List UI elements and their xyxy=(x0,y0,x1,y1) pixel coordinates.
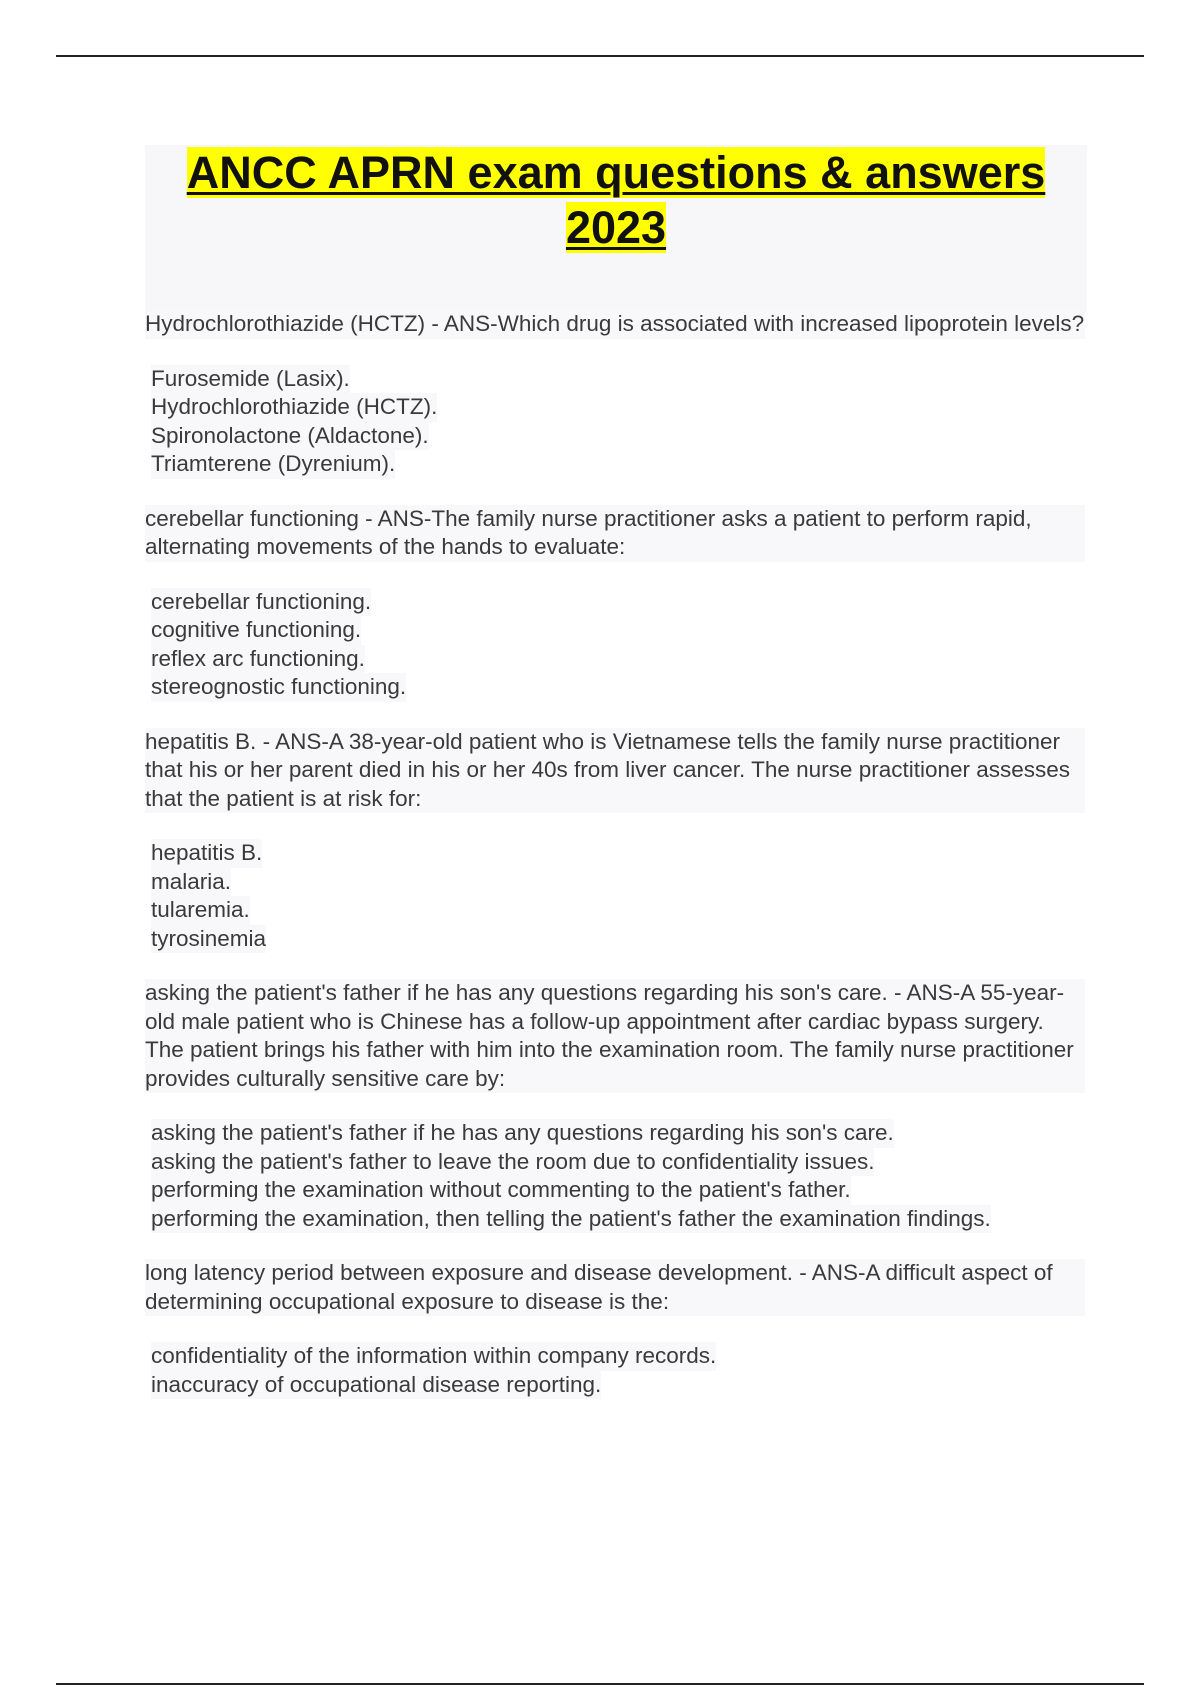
option-item: Furosemide (Lasix). xyxy=(151,365,350,394)
title-block xyxy=(145,145,1087,312)
question-text: cerebellar functioning - ANS-The family nurse practitioner asks a patient to perform rapid, alternating movements of the hands to evaluate: xyxy=(145,505,1085,562)
option-item: reflex arc functioning. xyxy=(151,645,365,674)
option-item: confidentiality of the information within company records. xyxy=(151,1342,716,1371)
option-item: tyrosinemia xyxy=(151,925,266,954)
option-list xyxy=(145,365,1085,479)
option-item: Spironolactone (Aldactone). xyxy=(151,422,429,451)
option-item: inaccuracy of occupational disease reporting. xyxy=(151,1371,601,1400)
option-list xyxy=(145,588,1085,702)
question-text: asking the patient's father if he has any questions regarding his son's care. - ANS-A 55-year-old male patient who is Chinese has a follow-up appointment after cardiac bypass surgery. The patient brings his father with him into the examination room. The family nurse practitioner provides culturally sensitive care by: xyxy=(145,979,1085,1093)
option-list xyxy=(145,1342,1085,1399)
option-item: hepatitis B. xyxy=(151,839,262,868)
top-rule xyxy=(56,55,1144,57)
question-text: long latency period between exposure and disease development. - ANS-A difficult aspect of determining occupational exposure to disease is the: xyxy=(145,1259,1085,1316)
option-item: tularemia. xyxy=(151,896,250,925)
option-item: cerebellar functioning. xyxy=(151,588,371,617)
option-item: Hydrochlorothiazide (HCTZ). xyxy=(151,393,437,422)
page-title-line1: ANCC APRN exam questions & answers xyxy=(186,147,1046,198)
option-item: performing the examination, then telling the patient's father the examination findings. xyxy=(151,1205,991,1234)
qa-list xyxy=(145,310,1085,1425)
option-item: Triamterene (Dyrenium). xyxy=(151,450,395,479)
option-item: asking the patient's father if he has any questions regarding his son's care. xyxy=(151,1119,894,1148)
option-list xyxy=(145,1119,1085,1233)
question-text: Hydrochlorothiazide (HCTZ) - ANS-Which drug is associated with increased lipoprotein levels? xyxy=(145,310,1085,339)
option-list xyxy=(145,839,1085,953)
question-text: hepatitis B. - ANS-A 38-year-old patient who is Vietnamese tells the family nurse practitioner that his or her parent died in his or her 40s from liver cancer. The nurse practitioner assesses that the patient is at risk for: xyxy=(145,728,1085,814)
page-title-line2: 2023 xyxy=(565,202,667,253)
option-item: cognitive functioning. xyxy=(151,616,361,645)
bottom-rule xyxy=(56,1683,1144,1685)
option-item: malaria. xyxy=(151,868,231,897)
option-item: performing the examination without commenting to the patient's father. xyxy=(151,1176,851,1205)
option-item: asking the patient's father to leave the room due to confidentiality issues. xyxy=(151,1148,874,1177)
option-item: stereognostic functioning. xyxy=(151,673,406,702)
